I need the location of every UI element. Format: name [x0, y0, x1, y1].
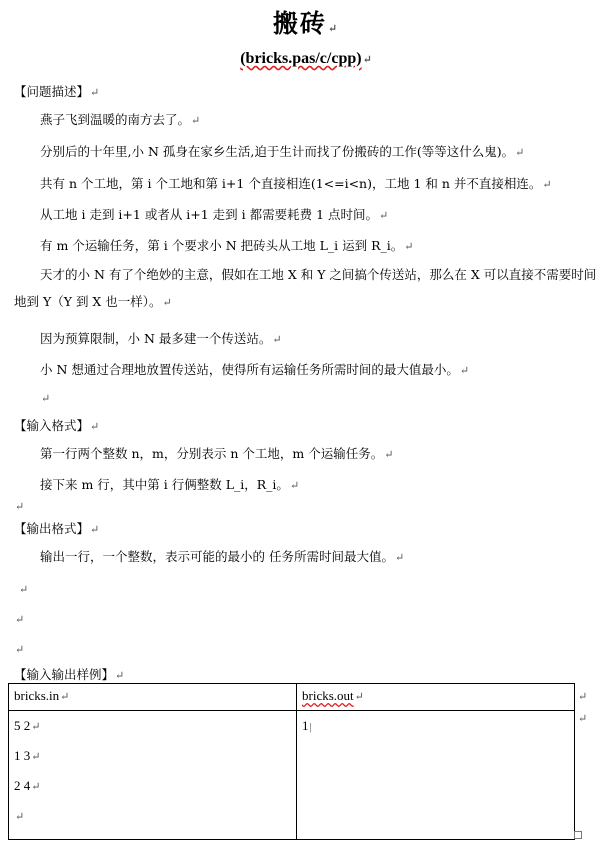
- description-line: 共有 n 个工地，第 i 个工地和第 i+1 个直接相连(1<=i<n)，工地 1 和 n 并不直接相连。↵: [40, 176, 552, 191]
- empty-paragraph: ↵: [41, 392, 51, 405]
- sample-input-line: 1 3↵: [14, 748, 41, 763]
- empty-paragraph: ↵: [15, 643, 25, 656]
- page-subtitle: (bricks.pas/c/cpp)↵: [240, 50, 372, 67]
- sample-output-header: bricks.out↵: [297, 684, 575, 711]
- row-end-mark: ↵: [578, 690, 588, 703]
- description-line: 分别后的十年里,小 N 孤身在家乡生活,迫于生计而找了份搬砖的工作(等等这什么鬼)。↵: [40, 144, 525, 159]
- sample-input-empty-line: ↵: [15, 811, 25, 823]
- section-description-heading: 【问题描述】↵: [14, 84, 100, 99]
- input-format-line: 第一行两个整数 n，m，分别表示 n 个工地，m 个运输任务。↵: [40, 446, 394, 461]
- sample-input-cell: [9, 711, 297, 840]
- empty-paragraph: ↵: [15, 613, 25, 626]
- input-format-line: 接下来 m 行，其中第 i 行俩整数 L_i，R_i。↵: [40, 477, 300, 492]
- output-format-line: 输出一行，一个整数，表示可能的最小的 任务所需时间最大值。↵: [40, 549, 405, 564]
- description-line: 从工地 i 走到 i+1 或者从 i+1 走到 i 都需要耗费 1 点时间。↵: [40, 207, 389, 222]
- sample-output-cell[interactable]: [297, 711, 575, 840]
- description-line: 小 N 想通过合理地放置传送站，使得所有运输任务所需时间的最大值最小。↵: [40, 362, 470, 377]
- empty-paragraph: ↵: [19, 583, 29, 596]
- section-sample-heading: 【输入输出样例】↵: [14, 667, 125, 682]
- description-line: 有 m 个运输任务，第 i 个要求小 N 把砖头从工地 L_i 运到 R_i。↵: [40, 238, 414, 253]
- section-output-heading: 【输出格式】↵: [14, 521, 100, 536]
- sample-input-line: 5 2↵: [14, 718, 41, 733]
- section-input-heading: 【输入格式】↵: [14, 418, 100, 433]
- sample-input-line: 2 4↵: [14, 778, 41, 793]
- description-line: 燕子飞到温暖的南方去了。↵: [40, 112, 201, 127]
- sample-output-line: 1|: [302, 718, 312, 733]
- table-resize-handle[interactable]: [574, 831, 582, 839]
- description-line-wrapped: 天才的小 N 有了个绝妙的主意，假如在工地 X 和 Y 之间搞个传送站，那么在 X 可以直接不需要时间地到 Y（Y 到 X 也一样）。↵: [14, 267, 597, 309]
- empty-paragraph: ↵: [15, 500, 25, 513]
- sample-io-table: [8, 683, 575, 840]
- sample-input-header: bricks.in↵: [9, 684, 297, 711]
- description-line: 因为预算限制，小 N 最多建一个传送站。↵: [40, 331, 282, 346]
- page-title: 搬砖↵: [272, 9, 340, 38]
- row-end-mark: ↵: [578, 712, 588, 725]
